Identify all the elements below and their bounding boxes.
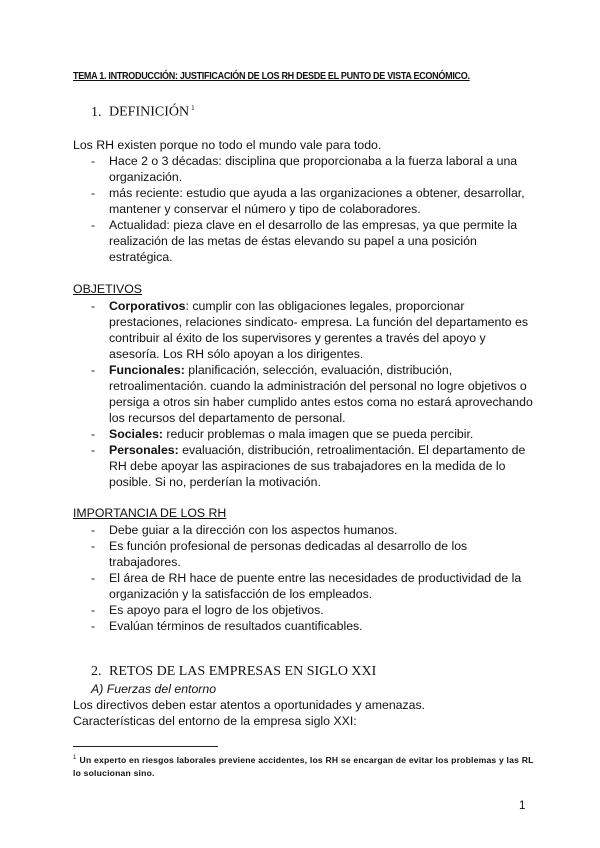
list-item: - Actualidad: pieza clave en el desarrollo de las empresas, ya que permite la realización de las metas de éstas elevando su papel a una posición estratégica. xyxy=(91,217,531,265)
list-item: - Evalúan términos de resultados cuantificables. xyxy=(91,618,539,634)
footnote-separator xyxy=(73,746,218,747)
section-heading-retos xyxy=(91,664,376,680)
list-item: - Debe guiar a la dirección con los aspectos humanos. xyxy=(91,522,539,538)
page-number: 1 xyxy=(519,800,526,812)
objective-term: Sociales: xyxy=(109,427,163,441)
list-item: - Hace 2 o 3 décadas: disciplina que proporcionaba a la fuerza laboral a una organización. xyxy=(91,153,531,185)
list-item: - Es función profesional de personas dedicadas al desarrollo de los trabajadores. xyxy=(91,538,539,570)
paragraph: Los directivos deben estar atentos a oportunidades y amenazas. xyxy=(73,698,426,712)
objective-text: planificación, selección, evaluación, distribución, retroalimentación. cuando la administración del personal no logre objetivos o persiga a otros sin haber cumplido antes estos coma no estará aprovechando los recursos del departamento de personal. xyxy=(109,363,533,425)
section-number: 2. xyxy=(91,664,102,679)
list-item: - El área de RH hace de puente entre las necesidades de productividad de la organización y la satisfacción de los empleados. xyxy=(91,570,539,602)
footnote-reference: 1 xyxy=(191,104,195,112)
intro-paragraph: Los RH existen porque no todo el mundo vale para todo. xyxy=(73,138,382,152)
list-item: - Es apoyo para el logro de los objetivos. xyxy=(91,602,539,618)
objective-term: Personales: xyxy=(109,443,179,457)
objective-separator: : xyxy=(185,299,189,313)
objective-text: cumplir con las obligaciones legales, proporcionar prestaciones, relaciones sindicato- empresa. La función del departamento es contribuir al éxito de los supervisores y gerentes a través del apoyo y asesoría. Los RH sólo apoyan a los dirigentes. xyxy=(109,299,529,361)
objective-term: Funcionales: xyxy=(109,363,185,377)
importancia-list xyxy=(91,522,539,634)
objective-text: reducir problemas o mala imagen que se pueda percibir. xyxy=(163,427,474,441)
footnote-marker: 1 xyxy=(73,755,77,761)
section-title: DEFINICIÓN xyxy=(109,104,190,120)
list-item xyxy=(91,362,539,426)
subsection-heading: A) Fuerzas del entorno xyxy=(91,682,217,696)
objective-term: Corporativos xyxy=(109,299,186,313)
section-heading-definicion xyxy=(91,104,195,121)
footnote-text: Un experto en riesgos laborales previene accidentes, los RH se encargan de evitar los problemas y las RL lo solucionan sino. xyxy=(73,754,534,778)
objetivos-list xyxy=(91,298,539,490)
objective-text: evaluación, distribución, retroalimentación. El departamento de RH debe apoyar las aspiraciones de sus trabajadores en la medida de lo posible. Si no, perderían la motivación. xyxy=(109,443,526,489)
list-item xyxy=(91,442,539,490)
paragraph: Características del entorno de la empresa siglo XXI: xyxy=(73,714,357,728)
list-item xyxy=(91,426,539,442)
importancia-label: IMPORTANCIA DE LOS RH xyxy=(73,506,227,520)
list-item xyxy=(91,298,539,362)
section-title: RETOS DE LAS EMPRESAS EN SIGLO XXI xyxy=(109,664,377,679)
document-title: TEMA 1. INTRODUCCIÓN: JUSTIFICACIÓN DE LOS RH DESDE EL PUNTO DE VISTA ECONÓMICO. xyxy=(73,70,470,82)
list-item: - más reciente: estudio que ayuda a las organizaciones a obtener, desarrollar, mantener y conservar el número y tipo de colaboradores. xyxy=(91,185,531,217)
footnote xyxy=(73,752,543,780)
section-number: 1. xyxy=(91,104,102,120)
objetivos-label: OBJETIVOS xyxy=(73,282,143,296)
definition-list xyxy=(91,153,531,265)
